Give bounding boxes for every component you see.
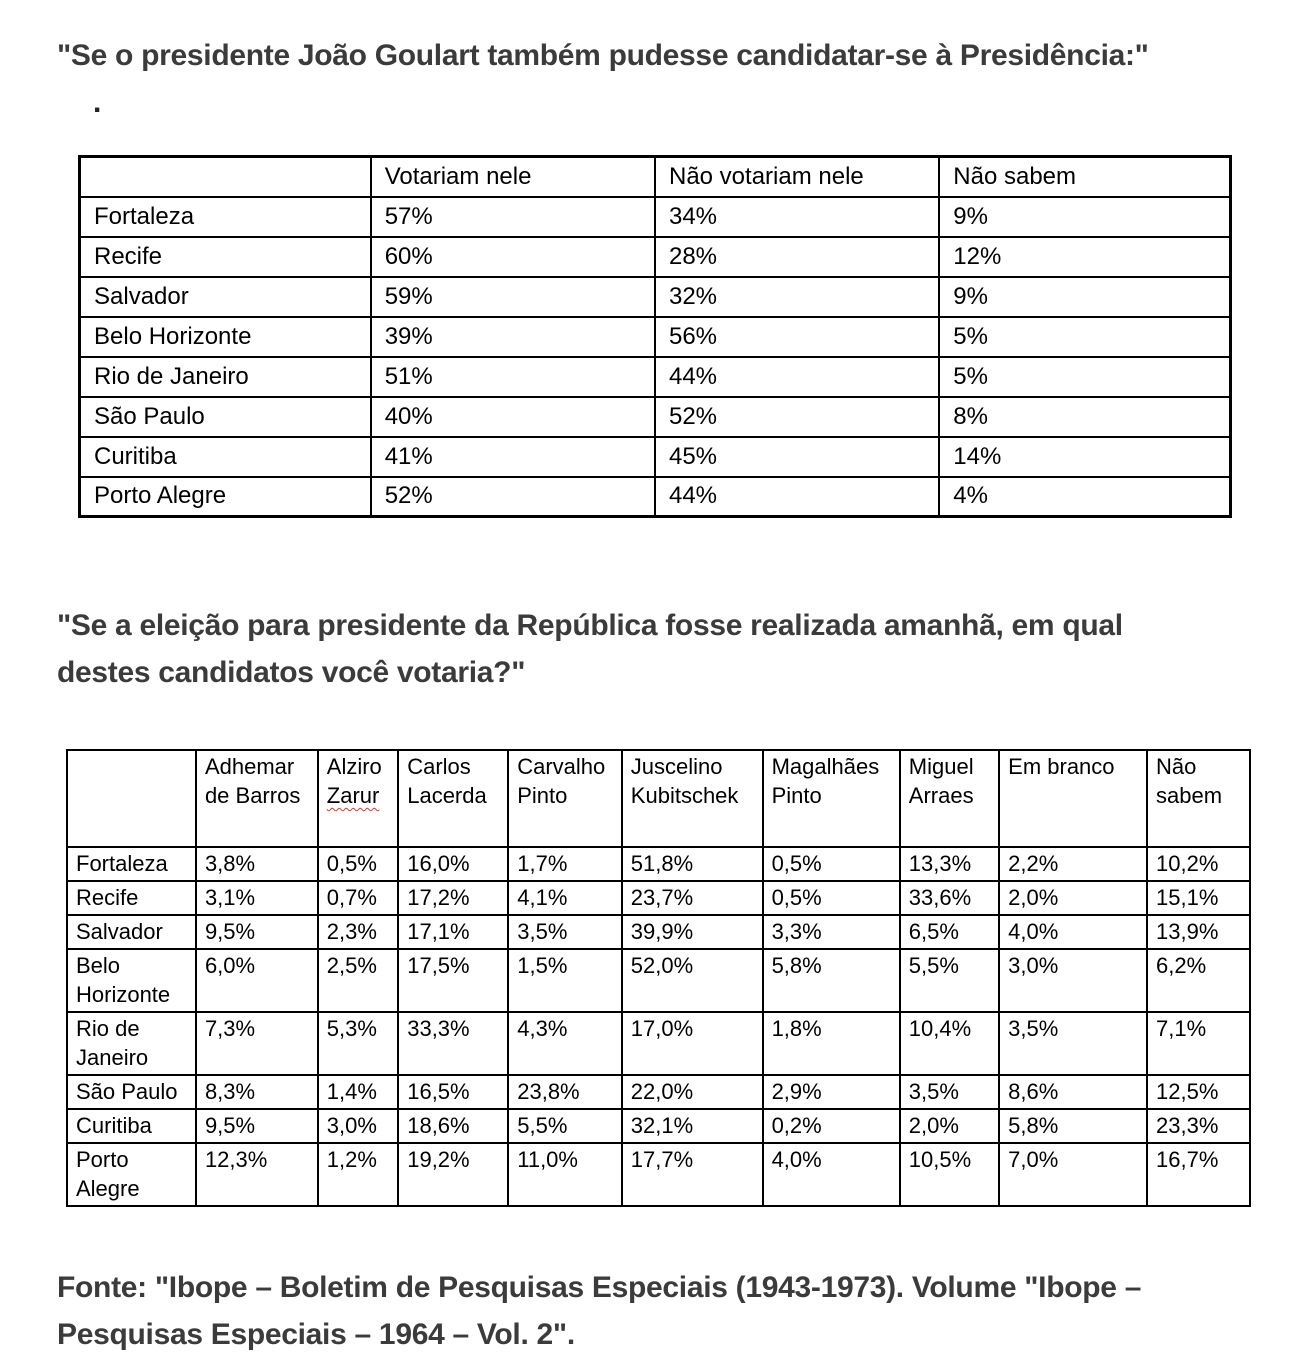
table2-value-cell: 33,6% xyxy=(900,881,999,915)
table2-row-label: São Paulo xyxy=(67,1075,196,1109)
table2-value-cell: 2,9% xyxy=(763,1075,900,1109)
spellcheck-underline: Zarur xyxy=(326,783,380,808)
table2-value-cell: 12,3% xyxy=(196,1143,318,1206)
table1-row-label: Salvador xyxy=(80,277,371,317)
question-2-line-2: destes candidatos você votaria?" xyxy=(57,656,526,689)
question-1-heading: "Se o presidente João Goulart também pudesse candidatar-se à Presidência:" xyxy=(57,39,1149,72)
question-2-line-1: "Se a eleição para presidente da República fosse realizada amanhã, em qual xyxy=(57,609,1123,642)
question-2-heading xyxy=(57,602,1227,696)
table2-value-cell: 17,7% xyxy=(622,1143,763,1206)
table1-header-cell: Não sabem xyxy=(939,157,1230,197)
table2-value-cell: 4,0% xyxy=(999,915,1147,949)
table2-value-cell: 9,5% xyxy=(196,1109,318,1143)
table2-value-cell: 3,5% xyxy=(900,1075,999,1109)
table1-row-label: Porto Alegre xyxy=(80,477,371,517)
table2-value-cell: 10,5% xyxy=(900,1143,999,1206)
table1-value-cell: 5% xyxy=(939,317,1230,357)
table1-row-label: Recife xyxy=(80,237,371,277)
table2-value-cell: 23,7% xyxy=(622,881,763,915)
table1-header-cell: Votariam nele xyxy=(371,157,655,197)
table2-value-cell: 16,7% xyxy=(1147,1143,1250,1206)
table1-value-cell: 34% xyxy=(655,197,939,237)
table2-row xyxy=(67,1143,1250,1206)
table2-value-cell: 5,5% xyxy=(900,949,999,1012)
table2-value-cell: 6,5% xyxy=(900,915,999,949)
table2-value-cell: 2,2% xyxy=(999,847,1147,881)
table1-value-cell: 41% xyxy=(371,437,655,477)
table1-row-label: Belo Horizonte xyxy=(80,317,371,357)
table2-value-cell: 3,0% xyxy=(999,949,1147,1012)
table2-value-cell: 1,4% xyxy=(318,1075,398,1109)
table2-value-cell: 2,5% xyxy=(318,949,398,1012)
table1-row xyxy=(80,397,1231,437)
table2-value-cell: 51,8% xyxy=(622,847,763,881)
table2-value-cell: 17,2% xyxy=(398,881,508,915)
table2-row-label: Belo Horizonte xyxy=(67,949,196,1012)
table1-row xyxy=(80,317,1231,357)
table1-value-cell: 12% xyxy=(939,237,1230,277)
table2-value-cell: 2,0% xyxy=(900,1109,999,1143)
table2-header-row xyxy=(67,750,1250,847)
table1-value-cell: 59% xyxy=(371,277,655,317)
table2-value-cell: 17,5% xyxy=(398,949,508,1012)
table1-row-label: Rio de Janeiro xyxy=(80,357,371,397)
table2-value-cell: 5,8% xyxy=(763,949,900,1012)
table2-row xyxy=(67,915,1250,949)
table1-value-cell: 60% xyxy=(371,237,655,277)
table1-value-cell: 44% xyxy=(655,477,939,517)
table2-value-cell: 17,0% xyxy=(622,1012,763,1075)
table1-row-label: Fortaleza xyxy=(80,197,371,237)
table1-value-cell: 45% xyxy=(655,437,939,477)
table2-row xyxy=(67,881,1250,915)
table2-value-cell: 5,3% xyxy=(318,1012,398,1075)
candidate-vote-intention-table xyxy=(66,749,1251,1207)
table2-value-cell: 11,0% xyxy=(508,1143,622,1206)
table2-value-cell: 13,3% xyxy=(900,847,999,881)
source-citation xyxy=(57,1264,1266,1358)
table1-row xyxy=(80,477,1231,517)
table2-value-cell: 9,5% xyxy=(196,915,318,949)
table2-row-label: Recife xyxy=(67,881,196,915)
table2-value-cell: 5,8% xyxy=(999,1109,1147,1143)
table2-value-cell: 15,1% xyxy=(1147,881,1250,915)
table2-value-cell: 23,3% xyxy=(1147,1109,1250,1143)
table1-value-cell: 44% xyxy=(655,357,939,397)
table2-value-cell: 17,1% xyxy=(398,915,508,949)
table2-row-label: Porto Alegre xyxy=(67,1143,196,1206)
table2-header-cell: Carlos Lacerda xyxy=(398,750,508,847)
table2-value-cell: 6,2% xyxy=(1147,949,1250,1012)
table1-header-cell: Não votariam nele xyxy=(655,157,939,197)
table2-header-cell: Magalhães Pinto xyxy=(763,750,900,847)
table2-row xyxy=(67,1075,1250,1109)
stray-mark: . xyxy=(93,86,102,119)
table2-row xyxy=(67,1012,1250,1075)
table2-value-cell: 1,2% xyxy=(318,1143,398,1206)
table2-value-cell: 3,8% xyxy=(196,847,318,881)
table2-value-cell: 0,5% xyxy=(763,847,900,881)
table1-row xyxy=(80,237,1231,277)
table2-value-cell: 0,7% xyxy=(318,881,398,915)
table2-row-label: Curitiba xyxy=(67,1109,196,1143)
table2-value-cell: 5,5% xyxy=(508,1109,622,1143)
table2-value-cell: 22,0% xyxy=(622,1075,763,1109)
table2-value-cell: 2,3% xyxy=(318,915,398,949)
table1-row xyxy=(80,197,1231,237)
table2-value-cell: 1,8% xyxy=(763,1012,900,1075)
table1-value-cell: 4% xyxy=(939,477,1230,517)
table2-row xyxy=(67,1109,1250,1143)
table2-header-cell: Miguel Arraes xyxy=(900,750,999,847)
table2-header-cell: Alziro Zarur xyxy=(318,750,398,847)
table2-value-cell: 4,1% xyxy=(508,881,622,915)
table2-row-label: Salvador xyxy=(67,915,196,949)
table2-value-cell: 3,0% xyxy=(318,1109,398,1143)
table1-header-cell xyxy=(80,157,371,197)
table2-value-cell: 33,3% xyxy=(398,1012,508,1075)
table2-header-cell: Adhemar de Barros xyxy=(196,750,318,847)
table2-value-cell: 8,3% xyxy=(196,1075,318,1109)
table2-value-cell: 8,6% xyxy=(999,1075,1147,1109)
table1-value-cell: 39% xyxy=(371,317,655,357)
table2-value-cell: 39,9% xyxy=(622,915,763,949)
table1-value-cell: 56% xyxy=(655,317,939,357)
table1-value-cell: 57% xyxy=(371,197,655,237)
table1-value-cell: 5% xyxy=(939,357,1230,397)
table2-value-cell: 0,2% xyxy=(763,1109,900,1143)
table1-row-label: São Paulo xyxy=(80,397,371,437)
table2-value-cell: 19,2% xyxy=(398,1143,508,1206)
table1-row xyxy=(80,277,1231,317)
table2-value-cell: 4,3% xyxy=(508,1012,622,1075)
table2-header-cell: Juscelino Kubitschek xyxy=(622,750,763,847)
table2-value-cell: 0,5% xyxy=(763,881,900,915)
table2-header-cell xyxy=(67,750,196,847)
table1-value-cell: 52% xyxy=(655,397,939,437)
table1-row xyxy=(80,357,1231,397)
table2-value-cell: 6,0% xyxy=(196,949,318,1012)
table1-row xyxy=(80,437,1231,477)
source-line-2: Pesquisas Especiais – 1964 – Vol. 2". xyxy=(57,1318,575,1351)
table2-value-cell: 4,0% xyxy=(763,1143,900,1206)
table2-value-cell: 52,0% xyxy=(622,949,763,1012)
table2-value-cell: 7,3% xyxy=(196,1012,318,1075)
table2-value-cell: 10,2% xyxy=(1147,847,1250,881)
table2-value-cell: 2,0% xyxy=(999,881,1147,915)
table1-value-cell: 51% xyxy=(371,357,655,397)
table2-value-cell: 1,7% xyxy=(508,847,622,881)
table1-header-row xyxy=(80,157,1231,197)
table1-value-cell: 28% xyxy=(655,237,939,277)
table1-value-cell: 9% xyxy=(939,277,1230,317)
table2-value-cell: 7,1% xyxy=(1147,1012,1250,1075)
table2-value-cell: 18,6% xyxy=(398,1109,508,1143)
table2-row xyxy=(67,949,1250,1012)
table2-header-cell: Carvalho Pinto xyxy=(508,750,622,847)
table2-value-cell: 16,0% xyxy=(398,847,508,881)
table2-row-label: Rio de Janeiro xyxy=(67,1012,196,1075)
table1-value-cell: 14% xyxy=(939,437,1230,477)
table2-value-cell: 0,5% xyxy=(318,847,398,881)
table1-value-cell: 9% xyxy=(939,197,1230,237)
goulart-candidacy-table xyxy=(78,155,1232,518)
table1-value-cell: 32% xyxy=(655,277,939,317)
table1-row-label: Curitiba xyxy=(80,437,371,477)
table2-value-cell: 10,4% xyxy=(900,1012,999,1075)
table2-value-cell: 13,9% xyxy=(1147,915,1250,949)
table2-value-cell: 3,5% xyxy=(508,915,622,949)
table2-header-cell: Não sabem xyxy=(1147,750,1250,847)
table2-row xyxy=(67,847,1250,881)
table1-value-cell: 52% xyxy=(371,477,655,517)
table2-header-cell: Em branco xyxy=(999,750,1147,847)
table1-value-cell: 40% xyxy=(371,397,655,437)
source-line-1: Fonte: "Ibope – Boletim de Pesquisas Especiais (1943-1973). Volume "Ibope – xyxy=(57,1271,1142,1304)
table2-value-cell: 3,5% xyxy=(999,1012,1147,1075)
table2-value-cell: 32,1% xyxy=(622,1109,763,1143)
table2-value-cell: 23,8% xyxy=(508,1075,622,1109)
table2-value-cell: 3,3% xyxy=(763,915,900,949)
table2-row-label: Fortaleza xyxy=(67,847,196,881)
table2-value-cell: 3,1% xyxy=(196,881,318,915)
table1-value-cell: 8% xyxy=(939,397,1230,437)
table2-value-cell: 12,5% xyxy=(1147,1075,1250,1109)
table2-value-cell: 7,0% xyxy=(999,1143,1147,1206)
table2-value-cell: 16,5% xyxy=(398,1075,508,1109)
table2-value-cell: 1,5% xyxy=(508,949,622,1012)
